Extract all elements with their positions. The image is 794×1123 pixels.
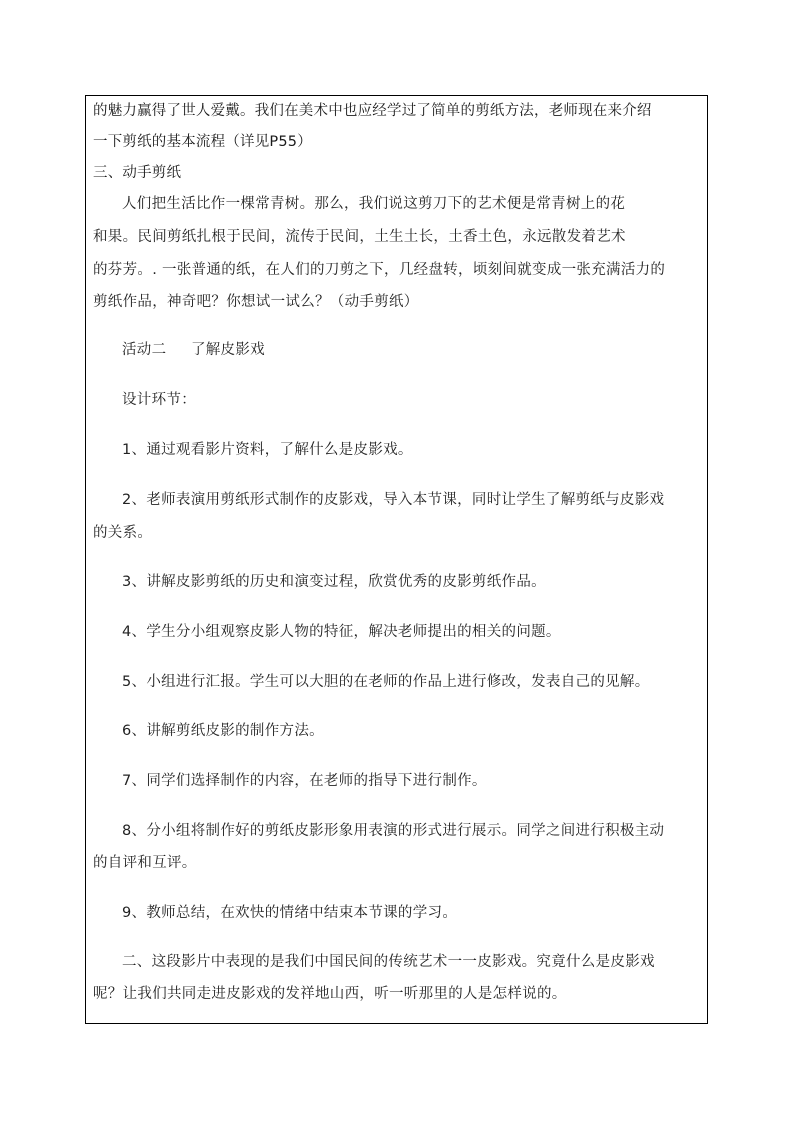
section3-line-2: 和果。民间剪纸扎根于民间，流传于民间，土生土长，土香土色，永远散发着艺术 (93, 229, 626, 245)
step-3: 3、讲解皮影剪纸的历史和演变过程，欣赏优秀的皮影剪纸作品。 (122, 574, 546, 590)
step-1: 1、通过观看影片资料，了解什么是皮影戏。 (122, 442, 413, 458)
section3-line-4: 剪纸作品，神奇吧？你想试一试么？（动手剪纸） (93, 294, 419, 310)
step-2: 2、老师表演用剪纸形式制作的皮影戏，导入本节课，同时让学生了解剪纸与皮影戏 (122, 492, 665, 508)
section3-line-1: 人们把生活比作一棵常青树。那么，我们说这剪刀下的艺术便是常青树上的花 (122, 196, 626, 212)
closing-line-1: 二、这段影片中表现的是我们中国民间的传统艺术一一皮影戏。究竟什么是皮影戏 (122, 954, 655, 970)
step-2-cont: 的关系。 (93, 525, 153, 541)
intro-line-1: 的魅力赢得了世人爱戴。我们在美术中也应经学过了简单的剪纸方法，老师现在来介绍 (93, 103, 652, 119)
step-4: 4、学生分小组观察皮影人物的特征，解决老师提出的相关的问题。 (122, 624, 561, 640)
design-label: 设计环节： (122, 392, 196, 408)
intro-line-2: 一下剪纸的基本流程（详见P55） (93, 134, 312, 150)
step-5: 5、小组进行汇报。学生可以大胆的在老师的作品上进行修改，发表自己的见解。 (122, 674, 650, 690)
step-6: 6、讲解剪纸皮影的制作方法。 (122, 723, 324, 739)
closing-line-2: 呢？让我们共同走进皮影戏的发祥地山西，听一听那里的人是怎样说的。 (93, 986, 567, 1002)
step-8-cont: 的自评和互评。 (93, 855, 197, 871)
step-9: 9、教师总结，在欢快的情绪中结束本节课的学习。 (122, 905, 458, 921)
section-heading: 三、动手剪纸 (93, 165, 182, 181)
step-8: 8、分小组将制作好的剪纸皮影形象用表演的形式进行展示。同学之间进行积极主动 (122, 823, 665, 839)
step-7: 7、同学们选择制作的内容，在老师的指导下进行制作。 (122, 773, 487, 789)
activity-title: 活动二 了解皮影戏 (122, 342, 265, 358)
section3-line-3: 的芬芳。. 一张普通的纸，在人们的刀剪之下，几经盘转，顷刻间就变成一张充满活力的 (93, 262, 666, 278)
